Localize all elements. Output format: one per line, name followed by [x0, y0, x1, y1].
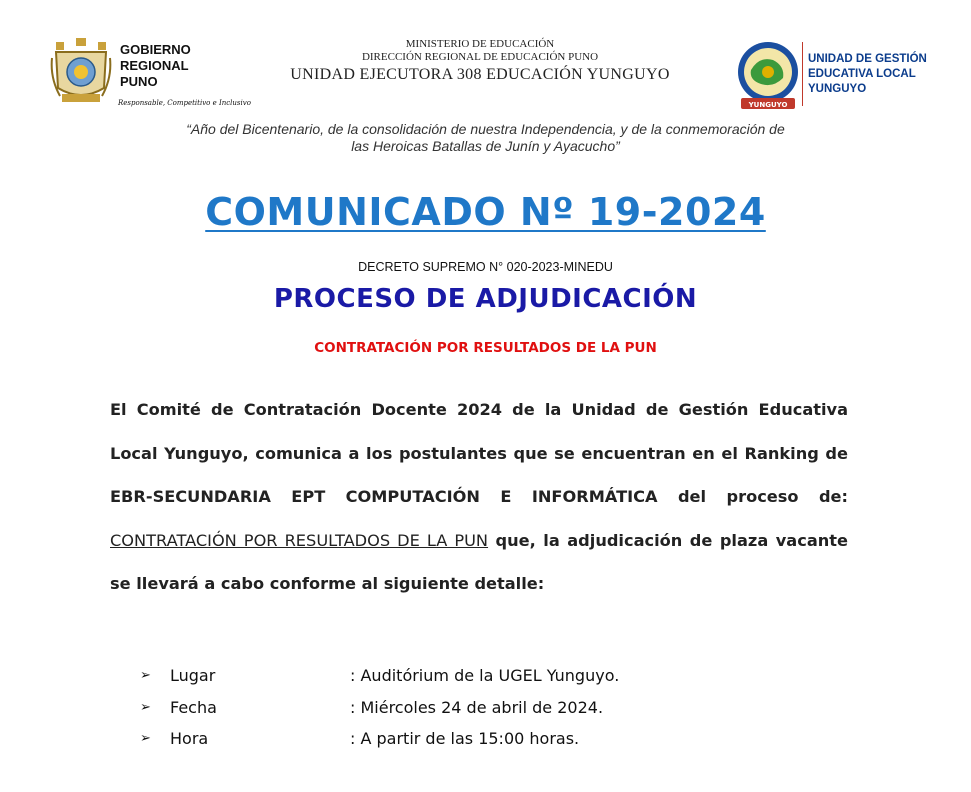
ugel-text: UNIDAD DE GESTIÓN EDUCATIVA LOCAL YUNGUYO [808, 53, 927, 95]
gobierno-regional-puno-logo [50, 38, 112, 108]
arrow-bullet-icon: ➢ [140, 668, 151, 684]
detail-label: Fecha [170, 697, 217, 717]
ministerio-line: MINISTERIO DE EDUCACIÓN [405, 38, 555, 50]
arrow-bullet-icon: ➢ [140, 699, 151, 715]
detail-value: : A partir de las 15:00 horas. [350, 729, 580, 749]
document-title [0, 190, 971, 234]
announcement-body: El Comité de Contratación Docente 2024 de la Unidad de Gestión Educativa Local Yunguyo, comunica a los postulantes que se encuentran en el Ranking de EBR-SECUNDARIA EPT COMPUTACIÓN E INFORMÁTICA del proceso de: CONTRATACIÓN POR RESULTADOS DE LA PUN que, la adjudicación de plaza vacante se llevará a cabo conforme al siguiente detalle: [110, 400, 848, 593]
detail-row-fecha [140, 692, 619, 724]
document-header [0, 30, 971, 110]
decreto-line: DECRETO SUPREMO N° 020-2023-MINEDU [358, 260, 613, 274]
detail-row-lugar [140, 660, 619, 692]
header-divider [802, 42, 803, 106]
detail-label: Hora [170, 729, 209, 749]
ugel-badge-text: YUNGUYO [748, 101, 788, 109]
process-name-underlined: CONTRATACIÓN POR RESULTADOS DE LA PUN [110, 530, 489, 550]
unidad-ejecutora-line: UNIDAD EJECUTORA 308 EDUCACIÓN YUNGUYO [290, 66, 670, 83]
proceso-heading: PROCESO DE ADJUDICACIÓN [273, 284, 698, 314]
detail-label: Lugar [170, 666, 216, 686]
direccion-line: DIRECCIÓN REGIONAL DE EDUCACIÓN PUNO [361, 51, 599, 63]
detail-list [140, 660, 619, 755]
detail-value: : Auditórium de la UGEL Yunguyo. [350, 666, 620, 686]
gobierno-slogan: Responsable, Competitivo e Inclusivo [118, 99, 251, 107]
arrow-bullet-icon: ➢ [140, 731, 151, 747]
detail-value: : Miércoles 24 de abril de 2024. [350, 697, 604, 717]
year-motto: “Año del Bicentenario, de la consolidación de nuestra Independencia, y de la conmemoración de las Heroicas Batallas de Junín y Ayacucho” [186, 121, 785, 154]
gobierno-regional-text: GOBIERNO REGIONAL PUNO [120, 42, 191, 89]
detail-row-hora [140, 723, 619, 755]
contratacion-subtitle: CONTRATACIÓN POR RESULTADOS DE LA PUN [314, 340, 657, 356]
institution-heading [240, 38, 720, 86]
comunicado-title: COMUNICADO Nº 19-2024 [205, 190, 766, 234]
ugel-yunguyo-logo [733, 40, 803, 112]
